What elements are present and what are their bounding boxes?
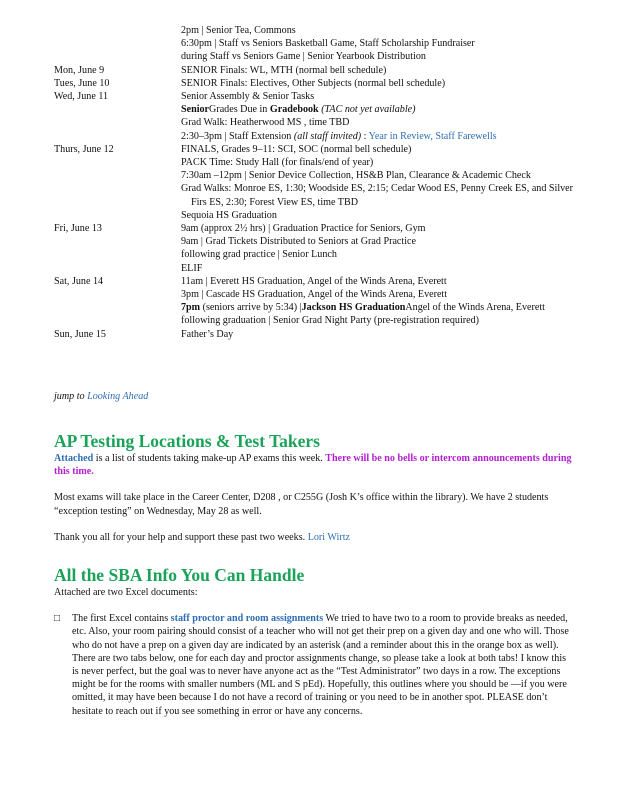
looking-ahead-link[interactable]: Looking Ahead — [87, 391, 149, 402]
sba-detail-text: We tried to have two to a room to provide breaks as needed, etc. Also, your room pairing should consist of a teacher who will not get their prep on a given day and one who will. Those who do not have a prep on a given day are indicated by an asterisk (and a reminder about this in the orange box as well). There are two tabs below, one for each day and proctor assignments change, so please take a look at both tabs! I know this is never perfect, but the goal was to never have anyone act as the “Test Administrator” two days in a row. The exceptions might be for the rooms with smaller numbers (ML and S pEd). Hopefully, this outlines where you should be —if you were omitted, it may have been because I do not have a record of training or you need to be in another spot. PLEASE don’t hesitate to reach out if you see something in error or have any concerns. — [72, 613, 569, 717]
jump-line — [54, 391, 148, 402]
all-staff-note: (all staff invited) — [293, 130, 362, 142]
schedule-event: SENIOR Finals: WL, MTH (normal bell schedule) — [181, 64, 387, 76]
ap-paragraph-2: Most exams will take place in the Career Center, D208 , or C255G (Josh K’s office within the library). We have 2 students “exception testing” on Wednesday, May 28 as well. — [54, 492, 549, 517]
schedule-event: SENIOR Finals: Electives, Other Subjects (normal bell schedule) — [181, 77, 446, 89]
schedule-event — [181, 301, 576, 314]
first-excel-text: The first Excel contains — [72, 613, 171, 625]
sba-heading: All the SBA Info You Can Handle — [54, 565, 305, 585]
schedule-event: FINALS, Grades 9–11: SCI, SOC (normal bell schedule) — [181, 143, 412, 155]
ap-text: is a list of students taking make-up AP exams this week. — [93, 453, 326, 464]
schedule-event: following graduation | Senior Grad Night Party (pre-registration required) — [181, 315, 480, 327]
schedule-event: 3pm | Cascade HS Graduation, Angel of the Winds Arena, Everett — [181, 289, 448, 301]
schedule-row-wed — [0, 90, 618, 143]
schedule-day: Thurs, June 12 — [54, 143, 114, 155]
schedule-event: Grad Walk: Heatherwood MS , time TBD — [181, 117, 350, 129]
year-in-review-link[interactable]: Year in Review, Staff Farewells — [368, 130, 497, 142]
schedule-event: 9am (approx 2½ hrs) | Graduation Practice for Seniors, Gym — [181, 223, 426, 235]
schedule-event: 11am | Everett HS Graduation, Angel of the Winds Arena, Everett — [181, 275, 447, 287]
schedule-row-mon — [0, 64, 618, 77]
schedule-day: Tues, June 10 — [54, 77, 110, 89]
schedule-event: Senior Assembly & Senior Tasks — [181, 91, 315, 103]
sba-section — [54, 565, 574, 718]
ap-section — [54, 431, 574, 544]
schedule-event: 6:30pm | Staff vs Seniors Basketball Game, Staff Scholarship Fundraiser — [181, 38, 475, 50]
schedule-row-continued — [0, 24, 618, 64]
ap-paragraph-3 — [54, 531, 574, 544]
schedule-event — [181, 103, 576, 116]
venue-text: Angel of the Winds Arena, Everett — [405, 302, 545, 314]
no-bells-notice: There will be no bells or intercom announcements during this time. — [54, 453, 572, 478]
gradebook-label: Gradebook — [269, 104, 319, 116]
ap-heading: AP Testing Locations & Test Takers — [54, 431, 320, 451]
lori-wirtz-link[interactable]: Lori Wirtz — [307, 531, 350, 543]
schedule-day: Fri, June 13 — [54, 223, 102, 235]
senior-label: Senior — [181, 104, 210, 116]
schedule-row-thu — [0, 143, 618, 222]
attached-link[interactable]: Attached — [54, 453, 94, 464]
schedule-day: Mon, June 9 — [54, 64, 105, 76]
schedule-row-tue — [0, 77, 618, 90]
schedule-day: Sat, June 14 — [54, 275, 104, 287]
schedule-event: ELIF — [181, 262, 203, 274]
jump-prefix: jump to — [54, 391, 88, 402]
staff-proctor-link[interactable]: staff proctor and room assignments — [170, 613, 324, 625]
schedule-event: 9am | Grad Tickets Distributed to Seniors at Grad Practice — [181, 236, 416, 248]
separator-text: : — [361, 130, 369, 142]
bullet-text — [72, 612, 574, 718]
schedule-event: following grad practice | Senior Lunch — [181, 249, 337, 261]
schedule-event: during Staff vs Seniors Game | Senior Yearbook Distribution — [181, 51, 426, 63]
tac-note: (TAC not yet available) — [318, 104, 416, 116]
schedule-row-fri — [0, 222, 618, 275]
staff-extension-text: 2:30–3pm | Staff Extension — [181, 130, 294, 142]
jackson-graduation-label: Jackson HS Graduation — [301, 302, 406, 314]
schedule-row-sun — [0, 328, 618, 341]
grades-due-text: Grades Due in — [209, 104, 270, 116]
schedule-event: Grad Walks: Monroe ES, 1:30; Woodside ES, 2:15; Cedar Wood ES, Penny Creek ES, and Silver Firs ES, 2:30; Forest View ES, time TBD — [181, 183, 574, 208]
schedule — [0, 24, 618, 341]
schedule-day: Wed, June 11 — [54, 91, 109, 103]
schedule-event: 7:30am –12pm | Senior Device Collection, HS&B Plan, Clearance & Academic Check — [181, 170, 531, 182]
sba-intro: Attached are two Excel documents: — [54, 587, 198, 598]
arrival-note: (seniors arrive by 5:34) | — [200, 302, 302, 314]
schedule-event: Sequoia HS Graduation — [181, 209, 277, 221]
schedule-day: Sun, June 15 — [54, 328, 106, 340]
time-label: 7pm — [181, 302, 201, 314]
schedule-event — [181, 130, 576, 143]
schedule-row-sat — [0, 275, 618, 328]
thanks-text: Thank you all for your help and support these past two weeks. — [54, 531, 308, 543]
schedule-event: 2pm | Senior Tea, Commons — [181, 25, 296, 36]
schedule-event: PACK Time: Study Hall (for finals/end of year) — [181, 157, 374, 169]
schedule-event: Father’s Day — [181, 328, 234, 340]
bullet-icon: □ — [54, 613, 61, 625]
list-item — [54, 612, 574, 718]
ap-paragraph-1 — [54, 452, 574, 478]
